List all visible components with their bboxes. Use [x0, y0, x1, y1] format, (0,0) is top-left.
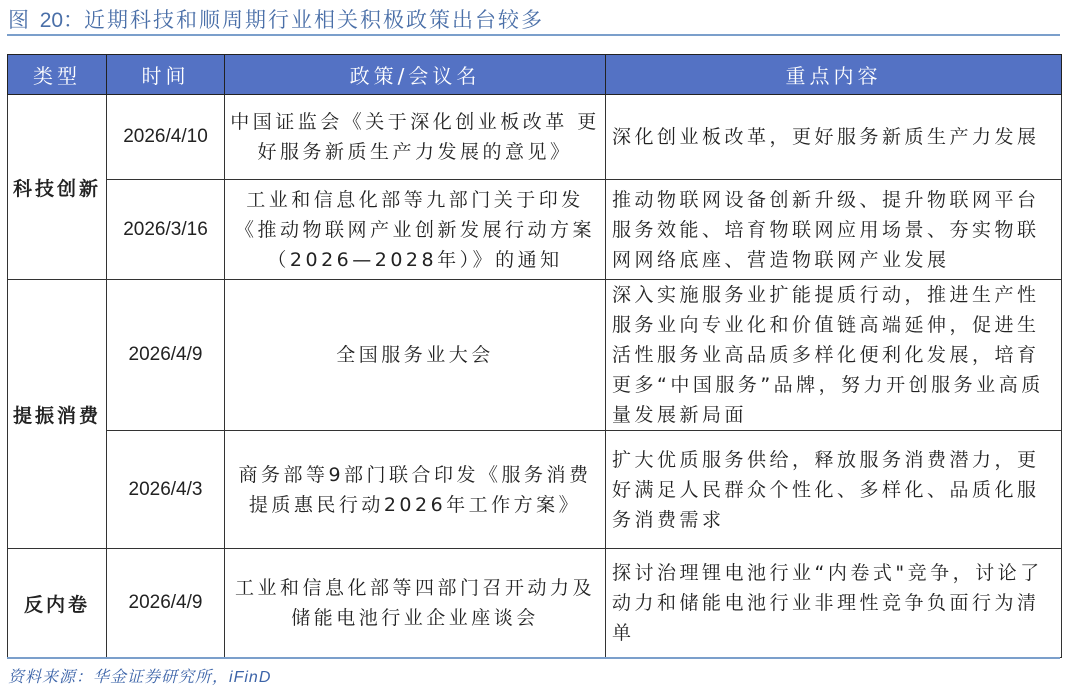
bottom-divider	[7, 657, 1060, 659]
policy-name-cell: 中国证监会《关于深化创业板改革 更好服务新质生产力发展的意见》	[225, 95, 606, 180]
policy-name-cell: 全国服务业大会	[225, 280, 606, 431]
figure-label: 图	[8, 8, 31, 32]
policy-name-cell: 工业和信息化部等九部门关于印发《推动物联网产业创新发展行动方案（2026—2028年）》的通知	[225, 180, 606, 280]
category-cell: 提振消费	[8, 280, 107, 549]
figure-title-text: 近期科技和顺周期行业相关积极政策出台较多	[84, 8, 545, 32]
top-divider	[7, 34, 1060, 36]
header-focus: 重点内容	[606, 55, 1062, 95]
category-cell: 反内卷	[8, 549, 107, 658]
header-type: 类型	[8, 55, 107, 95]
figure-title	[8, 4, 544, 34]
category-cell: 科技创新	[8, 95, 107, 280]
table-row	[8, 431, 1062, 549]
figure-number: 20：	[39, 9, 85, 32]
source-ifind: iFinD	[229, 669, 272, 686]
source-text: 华金证券研究所，	[93, 667, 230, 686]
focus-cell: 推动物联网设备创新升级、提升物联网平台服务效能、培育物联网应用场景、夯实物联网网络底座、营造物联网产业发展	[606, 180, 1062, 280]
date-cell: 2026/4/9	[107, 280, 225, 431]
table-header-row	[8, 55, 1062, 95]
focus-cell: 深化创业板改革，更好服务新质生产力发展	[606, 95, 1062, 180]
date-cell: 2026/4/3	[107, 431, 225, 549]
table-row	[8, 180, 1062, 280]
header-date: 时间	[107, 55, 225, 95]
policy-name-cell: 商务部等9部门联合印发《服务消费提质惠民行动2026年工作方案》	[225, 431, 606, 549]
focus-cell: 扩大优质服务供给，释放服务消费潜力，更好满足人民群众个性化、多样化、品质化服务消费需求	[606, 431, 1062, 549]
focus-cell: 深入实施服务业扩能提质行动，推进生产性服务业向专业化和价值链高端延伸，促进生活性服务业高品质多样化便利化发展，培育更多“中国服务”品牌，努力开创服务业高质量发展新局面	[606, 280, 1062, 431]
table-row	[8, 280, 1062, 431]
policy-name-cell: 工业和信息化部等四部门召开动力及储能电池行业企业座谈会	[225, 549, 606, 658]
table-row	[8, 95, 1062, 180]
source-label: 资料来源：	[8, 667, 94, 686]
table-row	[8, 549, 1062, 658]
source-note	[8, 664, 271, 687]
policy-table	[7, 54, 1062, 658]
header-policy-name: 政策/会议名	[225, 55, 606, 95]
date-cell: 2026/3/16	[107, 180, 225, 280]
focus-cell: 探讨治理锂电池行业“内卷式"竞争，讨论了动力和储能电池行业非理性竞争负面行为清单	[606, 549, 1062, 658]
date-cell: 2026/4/9	[107, 549, 225, 658]
date-cell: 2026/4/10	[107, 95, 225, 180]
